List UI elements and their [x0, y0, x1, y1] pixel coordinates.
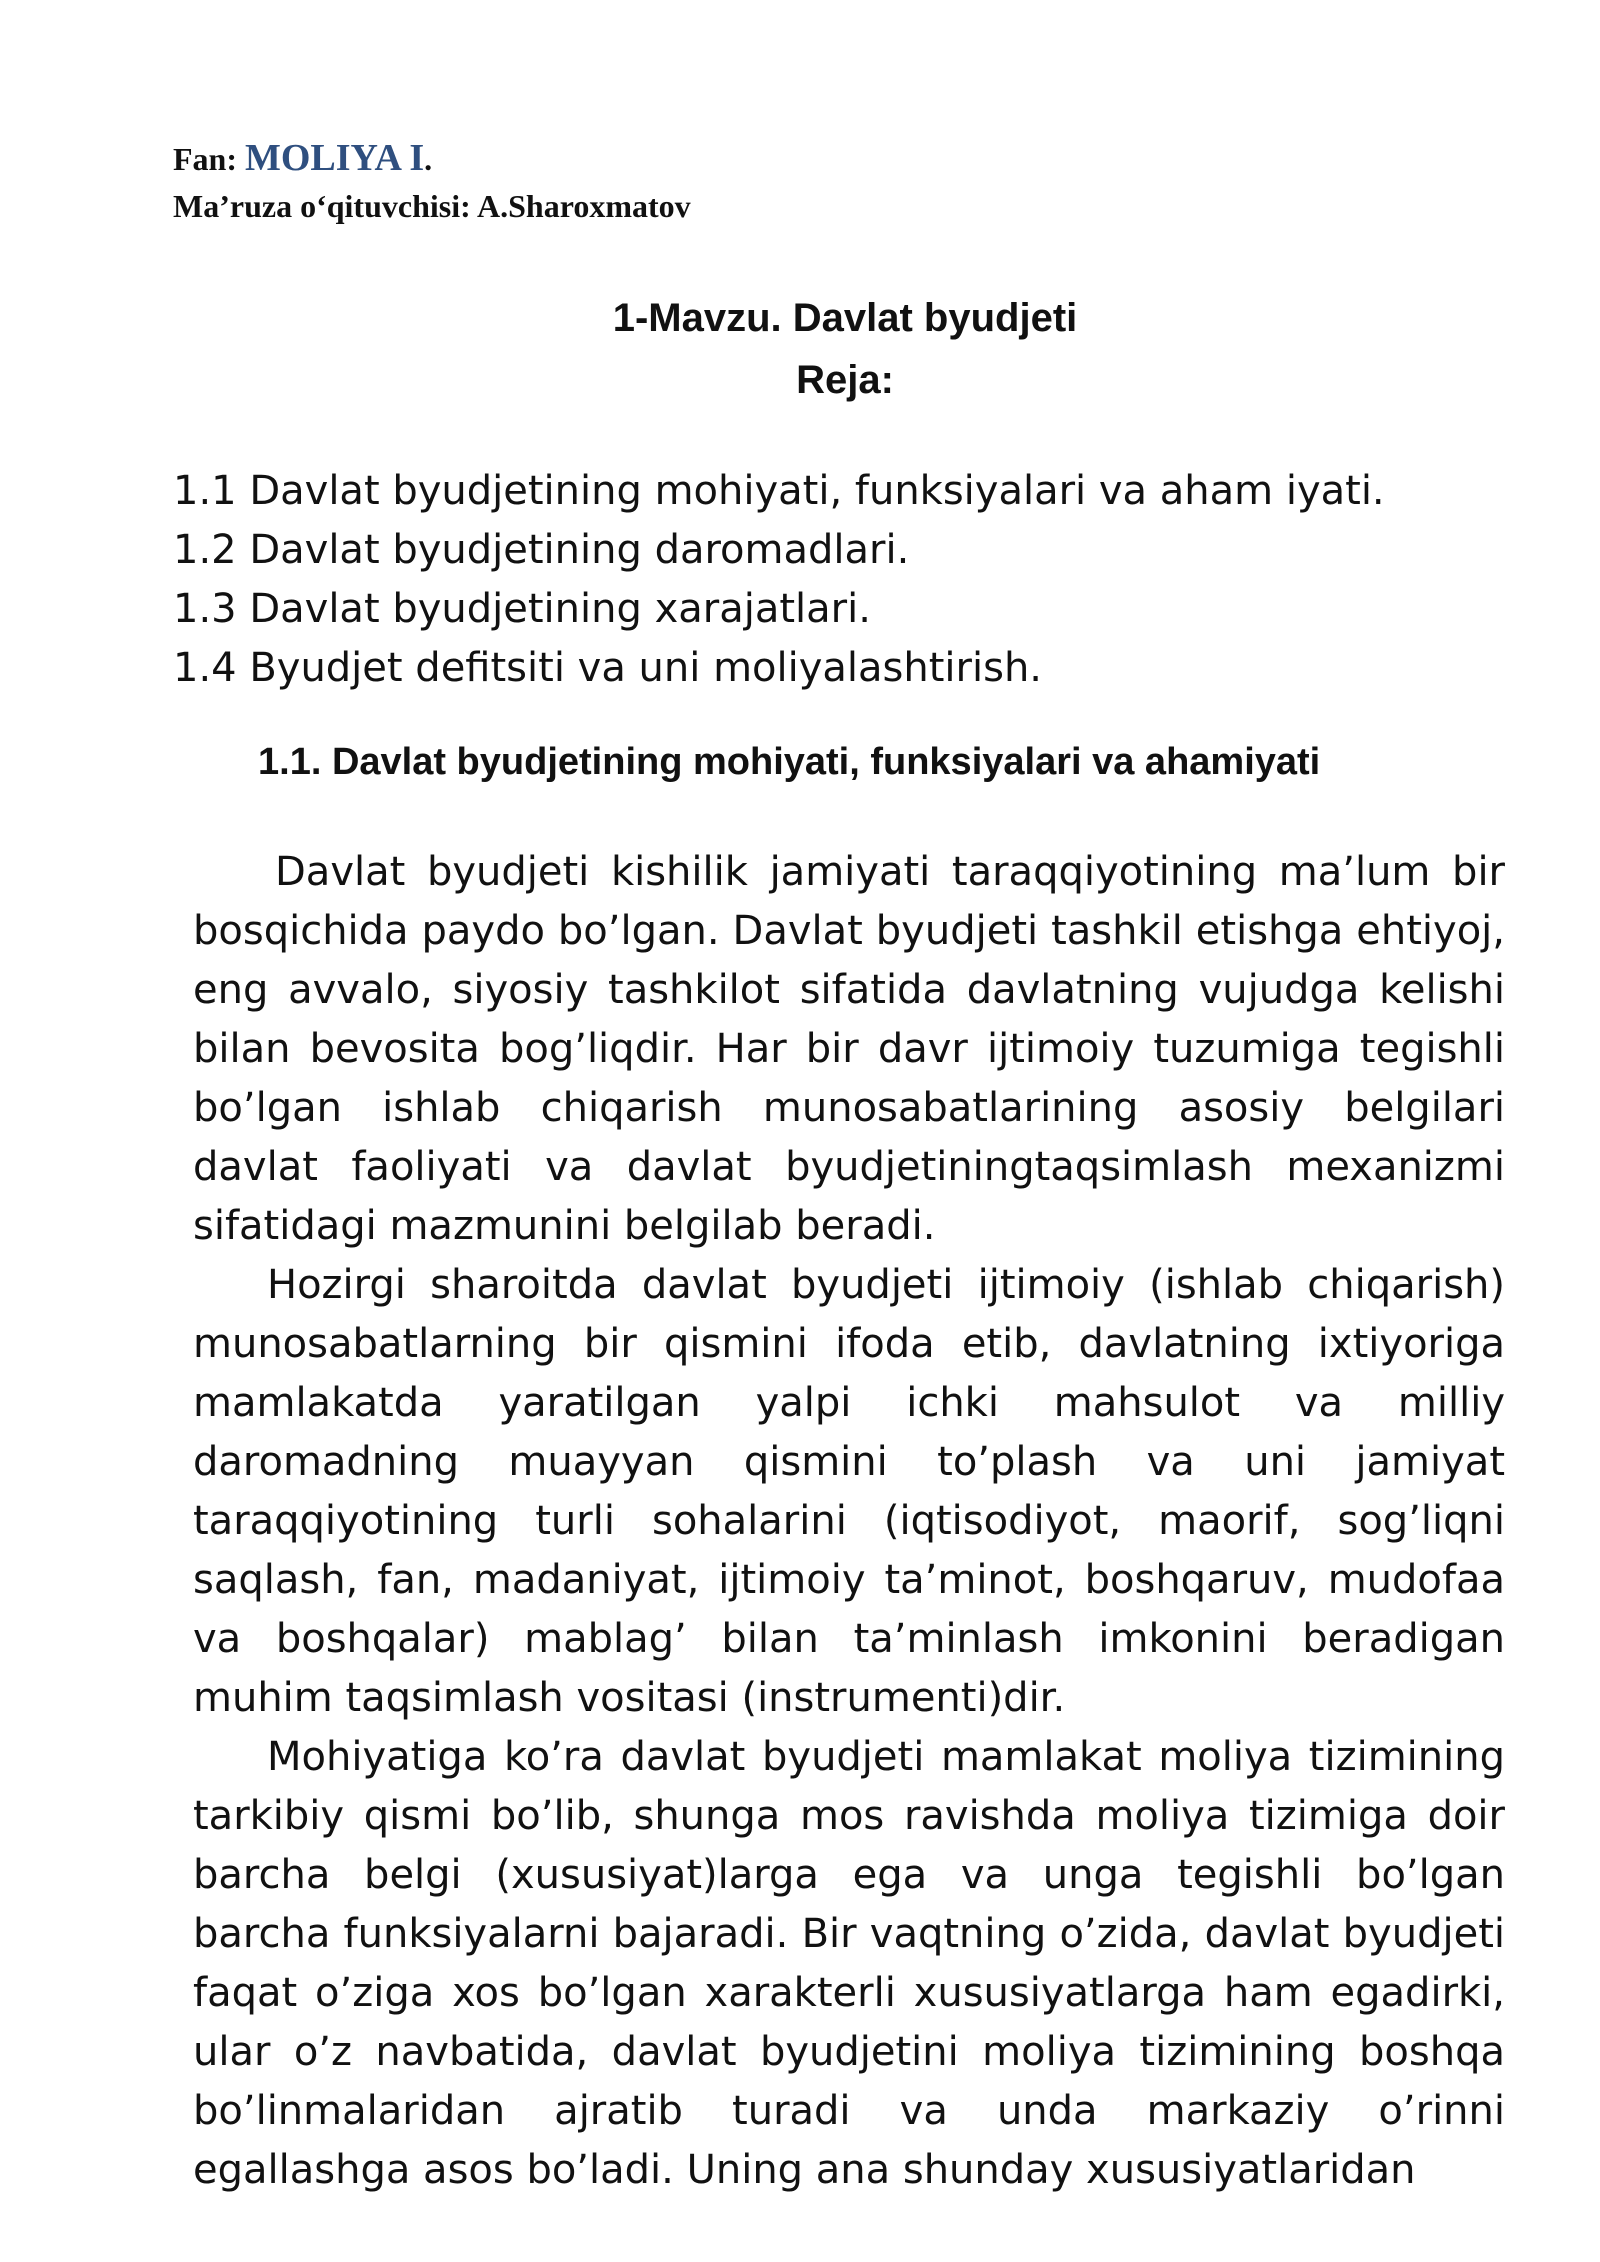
course-line [173, 138, 432, 179]
course-name: MOLIYA I [245, 137, 425, 179]
plan-item: 1.1 Davlat byudjetining mohiyati, funksiyalari va aham iyati. [173, 468, 1385, 514]
plan-title: Reja: [796, 358, 894, 402]
course-label: Fan: [173, 141, 237, 177]
course-name-dot: . [424, 141, 433, 177]
section-heading: 1.1. Davlat byudjetining mohiyati, funksiyalari va ahamiyati [258, 741, 1321, 783]
plan-list [173, 462, 1385, 698]
body-paragraph: Davlat byudjeti kishilik jamiyati taraqqiyotining ma’lum bir bosqichida paydo bo’lgan. Davlat byudjeti tashkil etishga ehtiyoj, eng avvalo, siyosiy tashkilot sifatida davlatning vujudga kelishi bilan bevosita bog’liqdir. Har bir davr ijtimoiy tuzumiga tegishli bo’lgan ishlab chiqarish munosabatlarining asosiy belgilari davlat faoliyati va davlat byudjetiningtaqsimlash mexanizmi sifatidagi mazmunini belgilab beradi. [193, 849, 1505, 1249]
plan-item: 1.2 Davlat byudjetining daromadlari. [173, 527, 910, 573]
topic-title: 1-Mavzu. Davlat byudjeti [612, 296, 1078, 340]
body-paragraph: Mohiyatiga ko’ra davlat byudjeti mamlakat moliya tizimining tarkibiy qismi bo’lib, shunga mos ravishda moliya tizimiga doir barcha belgi (xususiyat)larga ega va unga tegishli bo’lgan barcha funksiyalarni bajaradi. Bir vaqtning o’zida, davlat byudjeti faqat o’ziga xos bo’lgan xarakterli xususiyatlarga ham egadirki, ular o’z navbatida, davlat byudjetini moliya tizimining boshqa bo’linmalaridan ajratib turadi va unda markaziy o’rinni egallashga asos bo’ladi. Uning ana shunday xususiyatlaridan [193, 1734, 1505, 2193]
plan-item: 1.4 Byudjet defitsiti va uni moliyalashtirish. [173, 645, 1043, 691]
section-body [193, 843, 1505, 2200]
plan-item: 1.3 Davlat byudjetining xarajatlari. [173, 586, 871, 632]
body-paragraph: Hozirgi sharoitda davlat byudjeti ijtimoiy (ishlab chiqarish) munosabatlarning bir qismini ifoda etib, davlatning ixtiyoriga mamlakatda yaratilgan yalpi ichki mahsulot va milliy daromadning muayyan qismini to’plash va uni jamiyat taraqqiyotining turli sohalarini (iqtisodiyot, maorif, sog’liqni saqlash, fan, madaniyat, ijtimoiy ta’minot, boshqaruv, mudofaa va boshqalar) mablag’ bilan ta’minlash imkonini beradigan muhim taqsimlash vositasi (instrumenti)dir. [193, 1262, 1505, 1721]
lecturer-line: Ma’ruza o‘qituvchisi: A.Sharoxmatov [173, 188, 691, 224]
